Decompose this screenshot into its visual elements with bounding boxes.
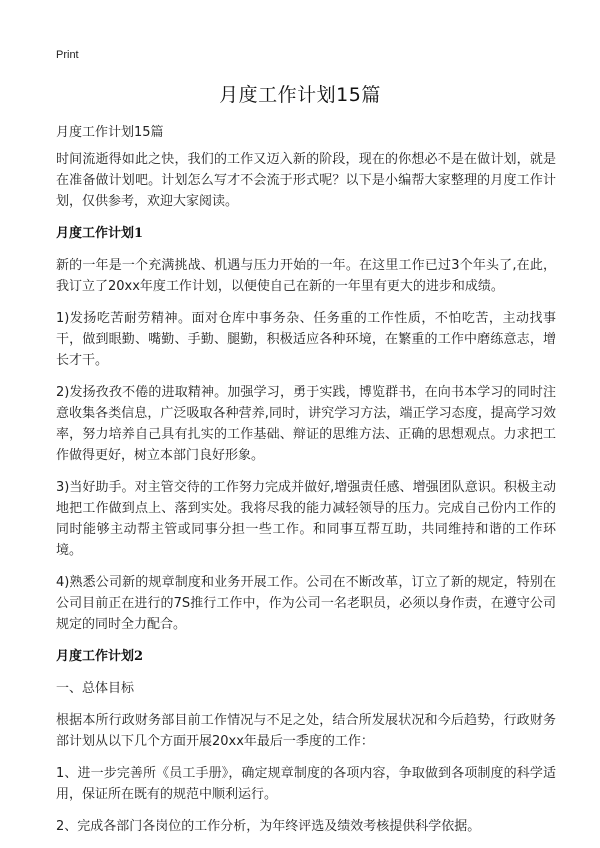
document-title: 月度工作计划15篇 xyxy=(219,84,381,106)
document-body xyxy=(56,149,556,848)
section-2-paragraph: 2、完成各部门各岗位的工作分析，为年终评选及绩效考核提供科学依据。 xyxy=(56,819,481,834)
section-1-paragraph: 1)发扬吃苦耐劳精神。面对仓库中事务杂、任务重的工作性质，不怕吃苦，主动找事干，做到眼勤、嘴勤、手勤、腿勤，积极适应各种环境，在繁重的工作中磨练意志，增长才干。 xyxy=(56,311,556,368)
section-1-paragraph: 4)熟悉公司新的规章制度和业务开展工作。公司在不断改革，订立了新的规定，特别在公司目前正在进行的7S推行工作中，作为公司一名老职员，必须以身作责，在遵守公司规定的同时全力配合。 xyxy=(56,575,556,632)
print-link[interactable]: Print xyxy=(56,49,79,61)
document-subtitle: 月度工作计划15篇 xyxy=(56,125,164,140)
section-2-paragraph: 一、总体目标 xyxy=(56,681,135,696)
section-1-heading: 月度工作计划1 xyxy=(56,226,144,241)
section-1-paragraph: 2)发扬孜孜不倦的进取精神。加强学习，勇于实践，博览群书，在向书本学习的同时注意收集各类信息，广泛吸取各种营养,同时，讲究学习方法，端正学习态度，提高学习效率，努力培养自己具有扎实的工作基础、辩证的思维方法、正确的思想观点。力求把工作做得更好，树立本部门良好形象。 xyxy=(56,385,556,463)
section-1-paragraph: 3)当好助手。对主管交待的工作努力完成并做好,增强责任感、增强团队意识。积极主动地把工作做到点上、落到实处。我将尽我的能力减轻领导的压力。完成自己份内工作的同时能够主动帮主管或同事分担一些工作。和同事互帮互助，共同维持和谐的工作环境。 xyxy=(56,480,556,558)
section-2-paragraph: 根据本所行政财务部目前工作情况与不足之处，结合所发展状况和今后趋势，行政财务部计划从以下几个方面开展20xx年最后一季度的工作： xyxy=(56,713,556,749)
intro-paragraph: 时间流逝得如此之快，我们的工作又迈入新的阶段，现在的你想必不是在做计划，就是在准备做计划吧。计划怎么写才不会流于形式呢？以下是小编帮大家整理的月度工作计划，仅供参考，欢迎大家阅读。 xyxy=(56,152,556,209)
section-2-paragraph: 1、进一步完善所《员工手册》，确定规章制度的各项内容，争取做到各项制度的科学适用，保证所在既有的规范中顺利运行。 xyxy=(56,766,556,802)
section-1-paragraph: 新的一年是一个充满挑战、机遇与压力开始的一年。在这里工作已过3个年头了,在此，我订立了20xx年度工作计划，以便使自己在新的一年里有更大的进步和成绩。 xyxy=(56,258,556,294)
section-2-heading: 月度工作计划2 xyxy=(56,649,144,664)
